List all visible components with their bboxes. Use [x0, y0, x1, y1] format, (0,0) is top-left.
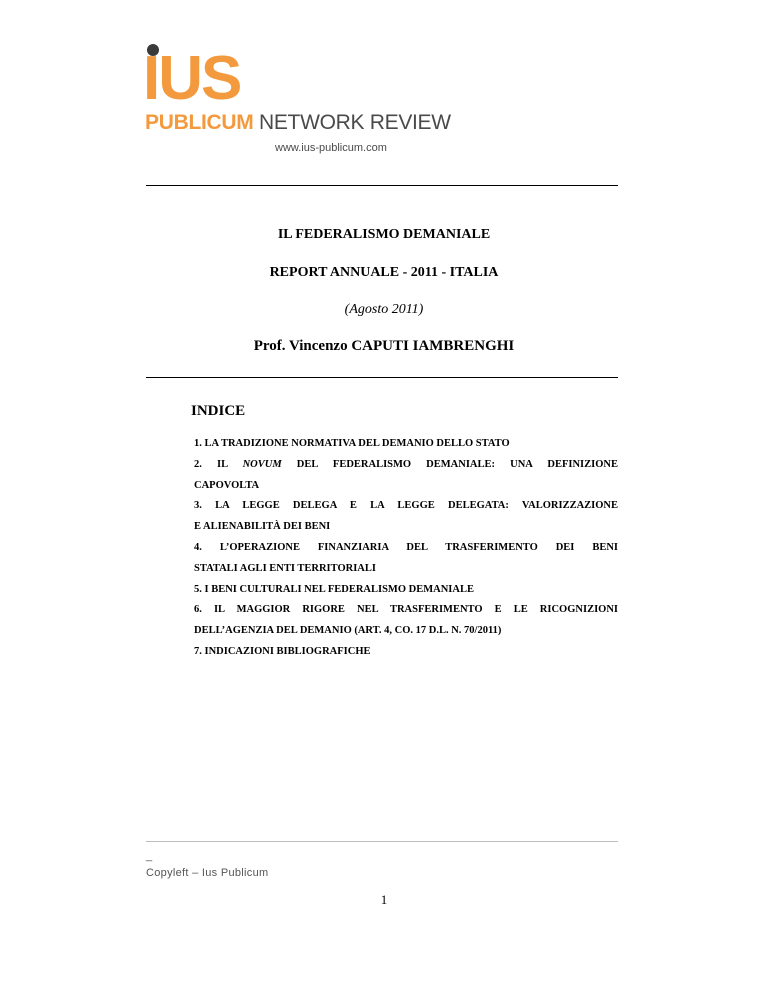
- toc-item-4-line2: STATALI AGLI ENTI TERRITORIALI: [194, 562, 376, 574]
- logo-url: www.ius-publicum.com: [275, 142, 387, 154]
- toc-item-1[interactable]: [194, 434, 618, 455]
- report-subtitle: REPORT ANNUALE - 2011 - ITALIA: [269, 265, 499, 280]
- logo-network-review: NETWORK REVIEW: [258, 111, 451, 134]
- ius-publicum-logo: [143, 44, 451, 164]
- toc-item-5[interactable]: [194, 580, 618, 601]
- toc-item-2[interactable]: [194, 455, 618, 497]
- divider-top: [146, 185, 618, 186]
- toc-item-6-line2: DELL’AGENZIA DEL DEMANIO (ART. 4, CO. 17 D.L. N. 70/2011): [194, 625, 502, 637]
- index-heading: INDICE: [191, 403, 246, 419]
- report-date-text: (Agosto 2011): [344, 302, 424, 317]
- toc-item-5-line1: 5. I BENI CULTURALI NEL FEDERALISMO DEMANIALE: [194, 583, 474, 595]
- toc-item-4-line1: 4. L’OPERAZIONE FINANZIARIA DEL TRASFERIMENTO DEI BENI: [194, 541, 618, 553]
- logo-wordmark: [145, 111, 451, 135]
- report-date: [0, 302, 768, 318]
- toc-item-2-line2: CAPOVOLTA: [194, 479, 260, 491]
- copyleft-notice: Copyleft – Ius Publicum: [146, 867, 269, 879]
- divider-header-bottom: [146, 377, 618, 378]
- footnote-divider: [146, 841, 618, 842]
- toc-item-3-line2: E ALIENABILITÀ DEI BENI: [194, 521, 331, 533]
- toc-item-7[interactable]: [194, 642, 618, 663]
- toc-item-6-line1: 6. IL MAGGIOR RIGORE NEL TRASFERIMENTO E LE RICOGNIZIONI: [194, 604, 618, 616]
- toc-item-4[interactable]: [194, 538, 618, 580]
- toc-item-6[interactable]: [194, 600, 618, 642]
- toc-item-7-line1: 7. INDICAZIONI BIBLIOGRAFICHE: [194, 645, 371, 657]
- footnote-mark: _: [146, 850, 153, 862]
- logo-ius: IUS: [143, 44, 241, 113]
- toc-item-2-line1: 2. IL NOVUM DEL FEDERALISMO DEMANIALE: UNA DEFINIZIONE: [194, 458, 618, 470]
- toc-item-3[interactable]: [194, 496, 618, 538]
- toc-item-1-line1: 1. LA TRADIZIONE NORMATIVA DEL DEMANIO DELLO STATO: [194, 438, 510, 449]
- table-of-contents: [194, 434, 618, 663]
- logo-publicum: PUBLICUM: [145, 111, 254, 134]
- page-number: 1: [380, 892, 388, 907]
- document-title: IL FEDERALISMO DEMANIALE: [277, 227, 491, 242]
- toc-item-2-novum: NOVUM: [242, 458, 282, 470]
- author-name: Prof. Vincenzo CAPUTI IAMBRENGHI: [253, 338, 515, 354]
- toc-item-3-line1: 3. LA LEGGE DELEGA E LA LEGGE DELEGATA: VALORIZZAZIONE: [194, 500, 618, 512]
